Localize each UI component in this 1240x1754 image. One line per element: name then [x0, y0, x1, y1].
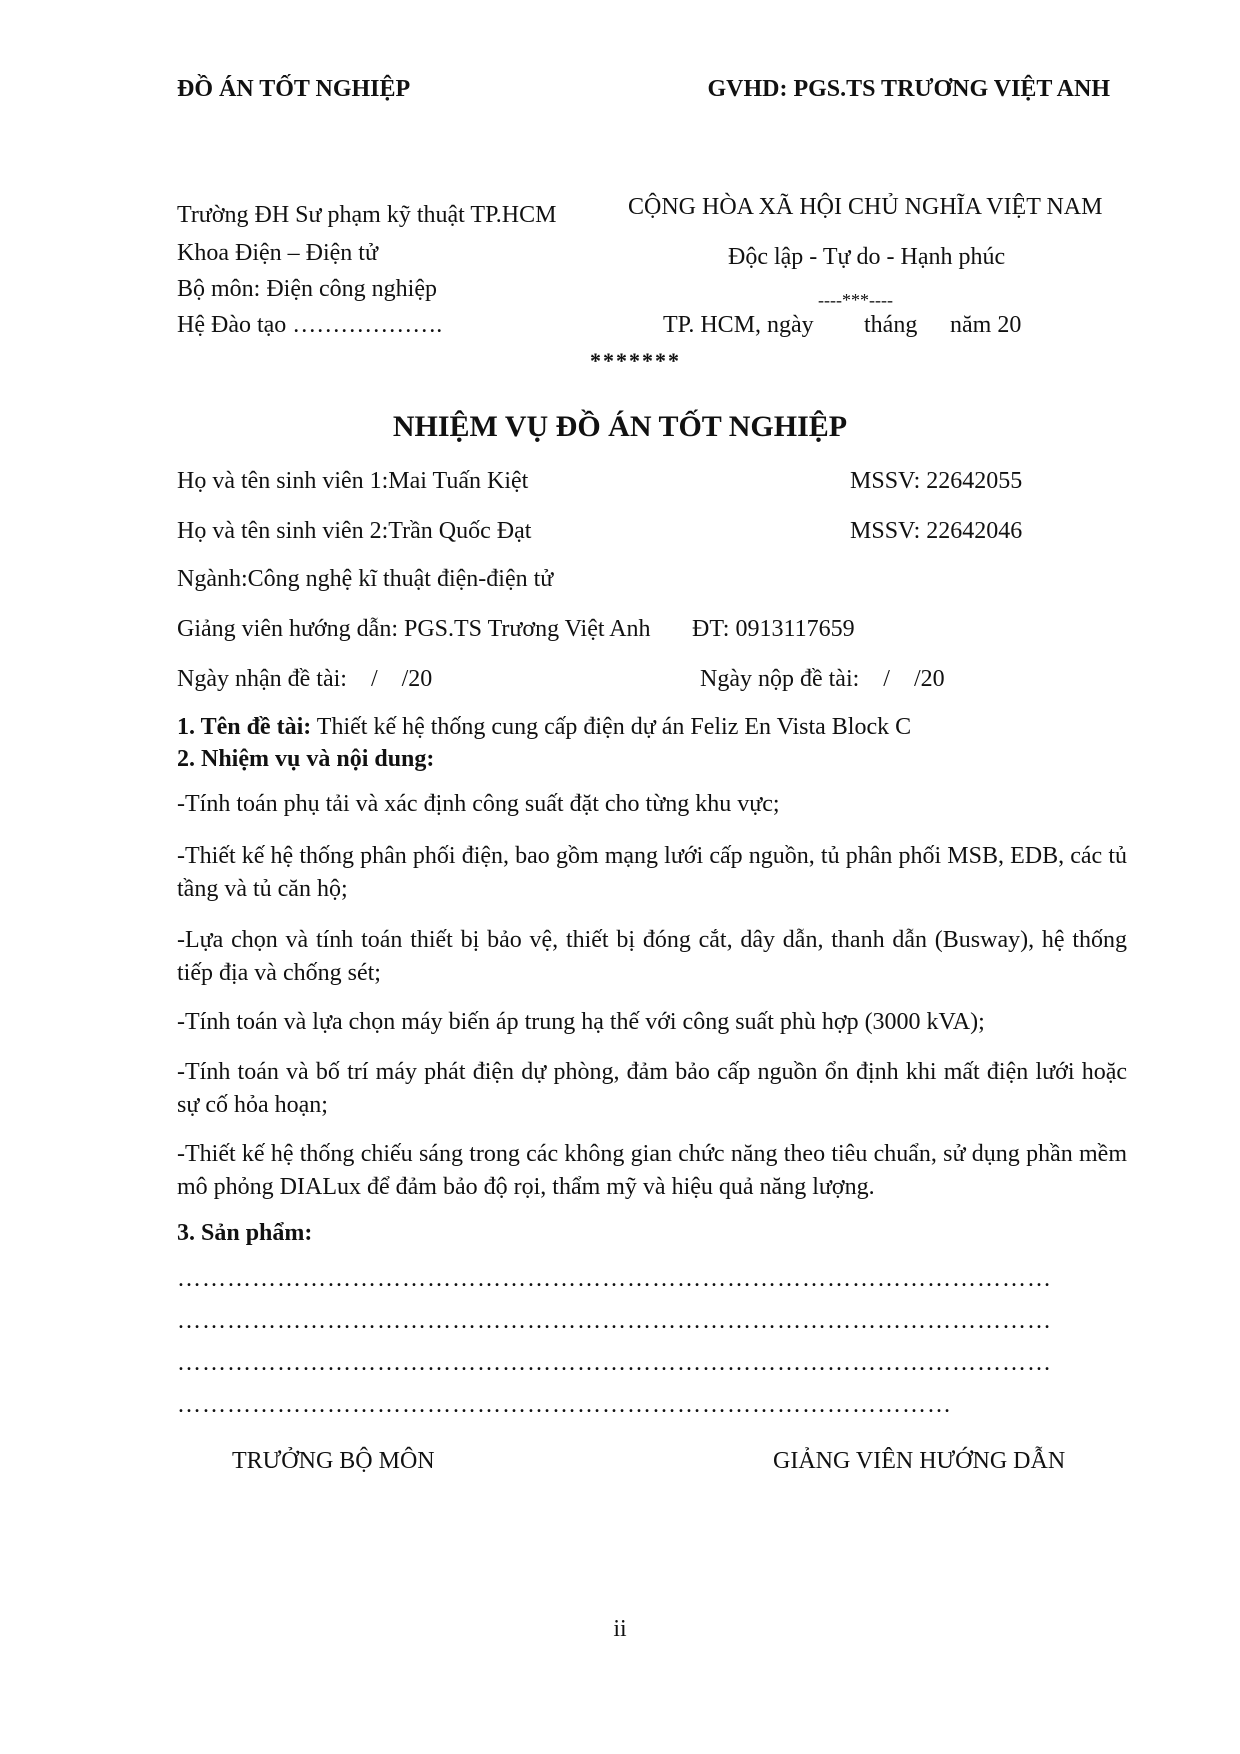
section-2-heading: 2. Nhiệm vụ và nội dung:: [177, 746, 435, 772]
date-submitted: Ngày nộp đề tài: / /20: [700, 666, 945, 692]
section-1: [177, 714, 911, 741]
blank-line: …………………………………………………………………………………: [177, 1392, 952, 1418]
signature-department-head: TRƯỞNG BỘ MÔN: [232, 1448, 435, 1474]
task-item: -Tính toán phụ tải và xác định công suất đặt cho từng khu vực;: [177, 791, 780, 817]
task-item: -Tính toán và lựa chọn máy biến áp trung hạ thế với công suất phù hợp (3000 kVA);: [177, 1009, 985, 1035]
task-item: -Tính toán và bố trí máy phát điện dự phòng, đảm bảo cấp nguồn ổn định khi mất điện lưới hoặc sự cố hỏa hoạn;: [177, 1059, 1127, 1118]
section-1-heading: 1. Tên đề tài:: [177, 714, 312, 740]
blank-line: ……………………………………………………………………………………………: [177, 1266, 1052, 1292]
institution-line-3: Bộ môn: Điện công nghiệp: [177, 276, 437, 302]
signature-advisor: GIẢNG VIÊN HƯỚNG DẪN: [773, 1448, 1066, 1474]
task-item: -Thiết kế hệ thống chiếu sáng trong các không gian chức năng theo tiêu chuẩn, sử dụng phần mềm mô phỏng DIALux để đảm bảo độ rọi, thẩm mỹ và hiệu quả năng lượng.: [177, 1141, 1127, 1200]
republic-country: CỘNG HÒA XÃ HỘI CHỦ NGHĨA VIỆT NAM: [628, 194, 1103, 220]
institution-line-2: Khoa Điện – Điện tử: [177, 240, 378, 266]
date-received: Ngày nhận đề tài: / /20: [177, 666, 433, 692]
blank-line: ……………………………………………………………………………………………: [177, 1350, 1052, 1376]
date-year: năm 20: [950, 312, 1022, 338]
institution-line-4: Hệ Đào tạo ……………….: [177, 312, 443, 338]
student-2-name: Họ và tên sinh viên 2:Trần Quốc Đạt: [177, 518, 532, 544]
section-3-heading: 3. Sản phẩm:: [177, 1220, 313, 1246]
student-1-name: Họ và tên sinh viên 1:Mai Tuấn Kiệt: [177, 468, 529, 494]
stars-divider: *******: [590, 348, 681, 373]
republic-separator: ----***----: [818, 290, 893, 310]
date-place-day: TP. HCM, ngày: [663, 312, 814, 338]
header-right: GVHD: PGS.TS TRƯƠNG VIỆT ANH: [707, 76, 1110, 102]
section-1-text: Thiết kế hệ thống cung cấp điện dự án Feliz En Vista Block C: [311, 714, 912, 740]
student-1-id: MSSV: 22642055: [850, 468, 1023, 494]
major: Ngành:Công nghệ kĩ thuật điện-điện tử: [177, 566, 554, 592]
task-item: -Thiết kế hệ thống phân phối điện, bao gồm mạng lưới cấp nguồn, tủ phân phối MSB, EDB, các tủ tầng và tủ căn hộ;: [177, 843, 1127, 902]
page-number: ii: [613, 1616, 627, 1642]
republic-motto: Độc lập - Tự do - Hạnh phúc: [728, 244, 1006, 270]
header-left: ĐỒ ÁN TỐT NGHIỆP: [177, 76, 411, 102]
advisor-phone: ĐT: 0913117659: [692, 616, 855, 642]
student-2-id: MSSV: 22642046: [850, 518, 1023, 544]
task-item: -Lựa chọn và tính toán thiết bị bảo vệ, thiết bị đóng cắt, dây dẫn, thanh dẫn (Busway), hệ thống tiếp địa và chống sét;: [177, 927, 1127, 986]
document-title: NHIỆM VỤ ĐỒ ÁN TỐT NGHIỆP: [392, 410, 848, 443]
institution-line-1: Trường ĐH Sư phạm kỹ thuật TP.HCM: [177, 202, 557, 228]
advisor-name: Giảng viên hướng dẫn: PGS.TS Trương Việt Anh: [177, 616, 651, 642]
date-month: tháng: [864, 312, 918, 338]
blank-line: ……………………………………………………………………………………………: [177, 1308, 1052, 1334]
